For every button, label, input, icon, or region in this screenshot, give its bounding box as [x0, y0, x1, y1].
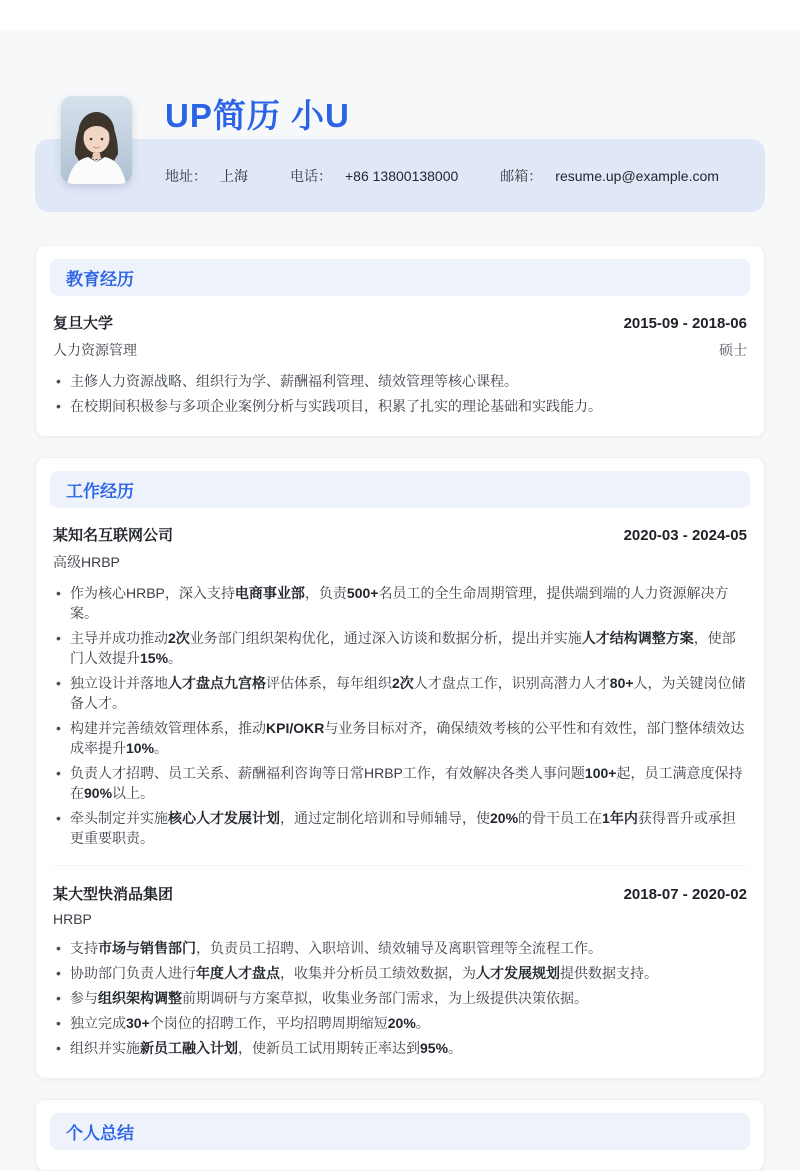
section-title-education: 教育经历 [66, 270, 134, 289]
bullet-item: • 独立设计并落地人才盘点九宫格评估体系，每年组织2次人才盘点工作，识别高潜力人才80+人，为关键岗位储备人才。 [53, 673, 747, 713]
contact-row [165, 139, 719, 212]
contact-value: +86 13800138000 [345, 167, 459, 184]
bullet-item: • 作为核心HRBP，深入支持电商事业部，负责500+名员工的全生命周期管理，提供端到端的人力资源解决方案。 [53, 583, 747, 623]
contact-label: 邮箱： [500, 167, 543, 184]
bullet-item: • 参与组织架构调整前期调研与方案草拟，收集业务部门需求，为上级提供决策依据。 [53, 988, 747, 1008]
bullet-item: • 主导并成功推动2次业务部门组织架构优化，通过深入访谈和数据分析，提出并实施人才结构调整方案，使部门人效提升15%。 [53, 628, 747, 668]
resume-header [0, 30, 800, 212]
entry-date: 2020-03 - 2024-05 [623, 527, 747, 544]
work-entries [50, 524, 750, 1058]
bullet-item: • 主修人力资源战略、组织行为学、薪酬福利管理、绩效管理等核心课程。 [53, 371, 747, 391]
bullet-item: • 支持市场与销售部门，负责员工招聘、入职培训、绩效辅导及离职管理等全流程工作。 [53, 938, 747, 958]
bullet-item: • 牵头制定并实施核心人才发展计划，通过定制化培训和导师辅导，使20%的骨干员工在1年内获得晋升或承担更重要职责。 [53, 808, 747, 848]
section-header-bar [50, 1113, 750, 1150]
experience-entry [53, 312, 747, 416]
contact-band [35, 139, 765, 212]
entry-org: 某知名互联网公司 [53, 527, 174, 544]
experience-entry [53, 524, 747, 848]
portrait-illustration [61, 96, 132, 184]
entry-org: 复旦大学 [53, 315, 114, 332]
section-title-work: 工作经历 [66, 482, 134, 501]
entry-role: 人力资源管理 [53, 342, 137, 358]
section-header-bar [50, 259, 750, 296]
entry-date: 2015-09 - 2018-06 [623, 315, 747, 332]
entry-org: 某大型快消品集团 [53, 886, 174, 903]
personal-summary-card [35, 1099, 765, 1171]
bullet-list [53, 371, 747, 416]
entry-degree: 硕士 [719, 342, 747, 358]
bullet-item: • 负责人才招聘、员工关系、薪酬福利咨询等日常HRBP工作，有效解决各类人事问题100+起，员工满意度保持在90%以上。 [53, 763, 747, 803]
contact-item-address [165, 166, 248, 186]
work-experience-card [35, 457, 765, 1079]
page-top-strip [0, 0, 800, 30]
entry-date: 2018-07 - 2020-02 [623, 886, 747, 903]
contact-label: 地址： [165, 167, 207, 184]
education-entries [50, 312, 750, 416]
contact-value: 上海 [220, 167, 248, 184]
bullet-list [53, 938, 747, 1058]
contact-item-phone [290, 166, 458, 186]
bullet-item: • 组织并实施新员工融入计划，使新员工试用期转正率达到95%。 [53, 1038, 747, 1058]
education-card [35, 245, 765, 437]
section-title-summary: 个人总结 [66, 1124, 134, 1143]
contact-item-email [500, 166, 719, 186]
contact-value: resume.up@example.com [555, 167, 719, 184]
bullet-item: • 在校期间积极参与多项企业案例分析与实践项目，积累了扎实的理论基础和实践能力。 [53, 396, 747, 416]
bullet-item: • 协助部门负责人进行年度人才盘点，收集并分析员工绩效数据，为人才发展规划提供数据支持。 [53, 963, 747, 983]
entry-role: HRBP [53, 911, 92, 927]
resume-name: UP简历 小U [165, 97, 350, 134]
bullet-item: • 构建并完善绩效管理体系，推动KPI/OKR与业务目标对齐，确保绩效考核的公平性和有效性，部门整体绩效达成率提升10%。 [53, 718, 747, 758]
experience-entry [53, 865, 747, 1058]
entry-role: 高级HRBP [53, 554, 120, 570]
contact-label: 电话： [290, 167, 332, 184]
bullet-list [53, 583, 747, 848]
profile-photo [61, 96, 132, 184]
section-header-bar [50, 471, 750, 508]
bullet-item: • 独立完成30+个岗位的招聘工作，平均招聘周期缩短20%。 [53, 1013, 747, 1033]
